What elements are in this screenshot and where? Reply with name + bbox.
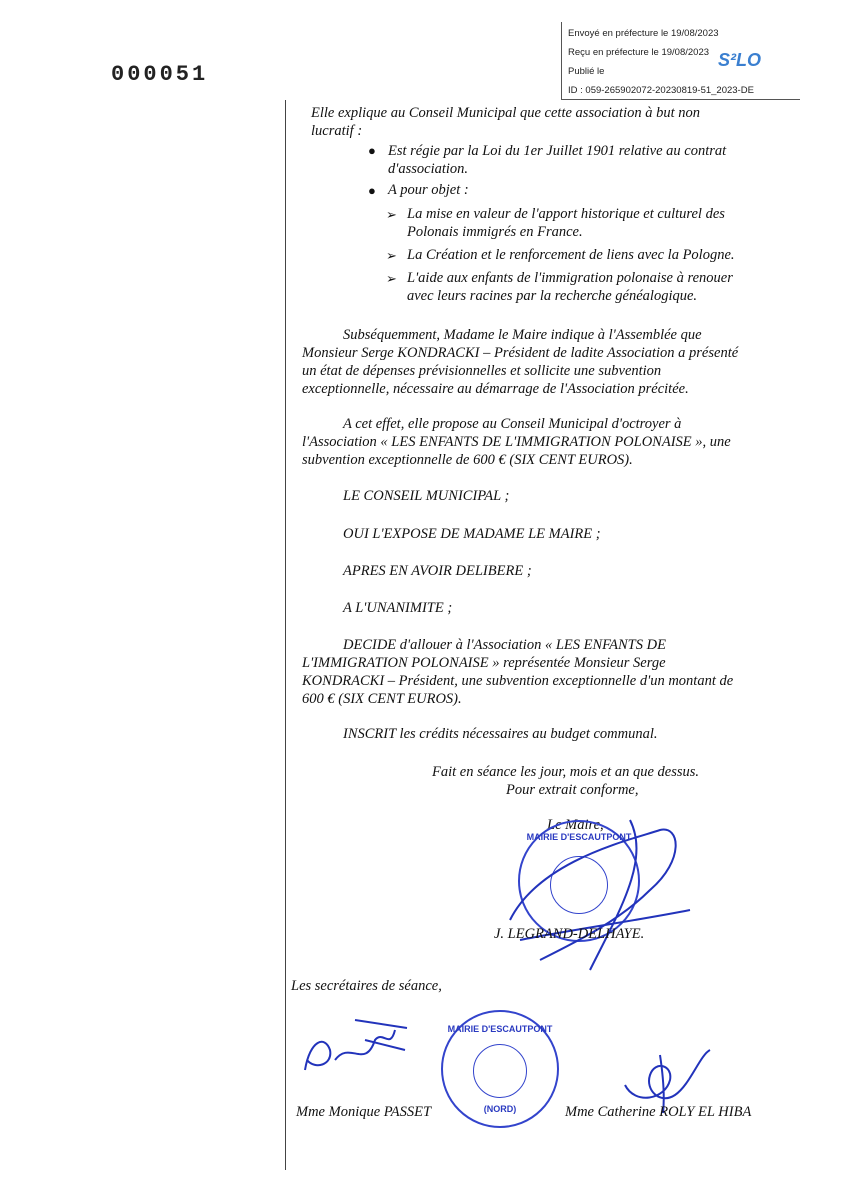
- object2-line-1: La Création et le renforcement de liens avec la Pologne.: [407, 247, 735, 263]
- para2-line-4: exceptionnelle, nécessaire au démarrage de l'Association précitée.: [302, 381, 689, 397]
- transmission-stamp: [561, 22, 800, 100]
- bullet1-line-2: d'association.: [388, 161, 469, 177]
- published-label: Publié le: [568, 66, 605, 77]
- decision-line-4: 600 € (SIX CENT EUROS).: [302, 691, 462, 707]
- bullet2-text: A pour objet :: [388, 182, 469, 198]
- para2-line-3: un état de dépenses prévisionnelles et sollicite une subvention: [302, 363, 662, 379]
- council-line: LE CONSEIL MUNICIPAL ;: [343, 488, 510, 504]
- seal-emblem-icon: [473, 1044, 527, 1098]
- inscription-line: INSCRIT les crédits nécessaires au budget communal.: [343, 726, 658, 742]
- act-id: ID : 059-265902072-20230819-51_2023-DE: [568, 85, 754, 96]
- para2-line-1: Subséquemment, Madame le Maire indique à l'Assemblée que: [343, 327, 702, 343]
- page-number: 000051: [111, 62, 209, 87]
- margin-line: [285, 100, 286, 1170]
- mayor-signature-icon: [480, 800, 700, 980]
- intro-line-2: lucratif :: [311, 123, 363, 139]
- seal-bottom-text: (NORD): [483, 1104, 517, 1114]
- secretary-right-name: Mme Catherine ROLY EL HIBA: [565, 1104, 752, 1120]
- arrow-bullet-icon: ➢: [386, 207, 397, 222]
- bullet-dot: ●: [368, 143, 376, 158]
- mayor-title: Le Maire,: [547, 817, 604, 833]
- object3-line-2: avec leurs racines par la recherche généalogique.: [407, 288, 698, 304]
- object3-line-1: L'aide aux enfants de l'immigration polonaise à renouer: [407, 270, 733, 286]
- bullet1-line-1: Est régie par la Loi du 1er Juillet 1901 relative au contrat: [388, 143, 727, 159]
- secretary-seal: [441, 1010, 559, 1128]
- para3-line-2: l'Association « LES ENFANTS DE L'IMMIGRATION POLONAISE », une: [302, 434, 731, 450]
- decision-line-2: L'IMMIGRATION POLONAISE » représentée Monsieur Serge: [302, 655, 666, 671]
- s2lo-logo: S²LO: [718, 50, 761, 70]
- intro-line-1: Elle explique au Conseil Municipal que cette association à but non: [311, 105, 701, 121]
- decision-line-3: KONDRACKI – Président, une subvention exceptionnelle d'un montant de: [302, 673, 734, 689]
- arrow-bullet-icon: ➢: [386, 248, 397, 263]
- heard-line: OUI L'EXPOSE DE MADAME LE MAIRE ;: [343, 526, 601, 542]
- deliberated-line: APRES EN AVOIR DELIBERE ;: [343, 563, 532, 579]
- unanimity-line: A L'UNANIMITE ;: [343, 600, 453, 616]
- seal-top-text: MAIRIE D'ESCAUTPONT: [447, 1024, 553, 1034]
- done-in-session: Fait en séance les jour, mois et an que dessus.: [432, 764, 700, 780]
- mayor-name: J. LEGRAND-DELHAYE.: [494, 926, 645, 942]
- sent-date: Envoyé en préfecture le 19/08/2023: [568, 28, 719, 39]
- para3-line-1: A cet effet, elle propose au Conseil Municipal d'octroyer à: [343, 416, 682, 432]
- para3-line-3: subvention exceptionnelle de 600 € (SIX CENT EUROS).: [302, 452, 633, 468]
- decision-line-1: DECIDE d'allouer à l'Association « LES ENFANTS DE: [343, 637, 666, 653]
- true-extract: Pour extrait conforme,: [506, 782, 639, 798]
- object1-line-2: Polonais immigrés en France.: [407, 224, 583, 240]
- seal-top-text: MAIRIE D'ESCAUTPONT: [526, 832, 632, 842]
- secretaries-heading: Les secrétaires de séance,: [291, 978, 442, 994]
- para2-line-2: Monsieur Serge KONDRACKI – Président de ladite Association a présenté: [302, 345, 739, 361]
- received-date: Reçu en préfecture le 19/08/2023: [568, 47, 710, 58]
- passet-signature-icon: [295, 1010, 415, 1085]
- bullet-dot: ●: [368, 183, 376, 198]
- secretary-left-name: Mme Monique PASSET: [296, 1104, 432, 1120]
- arrow-bullet-icon: ➢: [386, 271, 397, 286]
- object1-line-1: La mise en valeur de l'apport historique et culturel des: [407, 206, 725, 222]
